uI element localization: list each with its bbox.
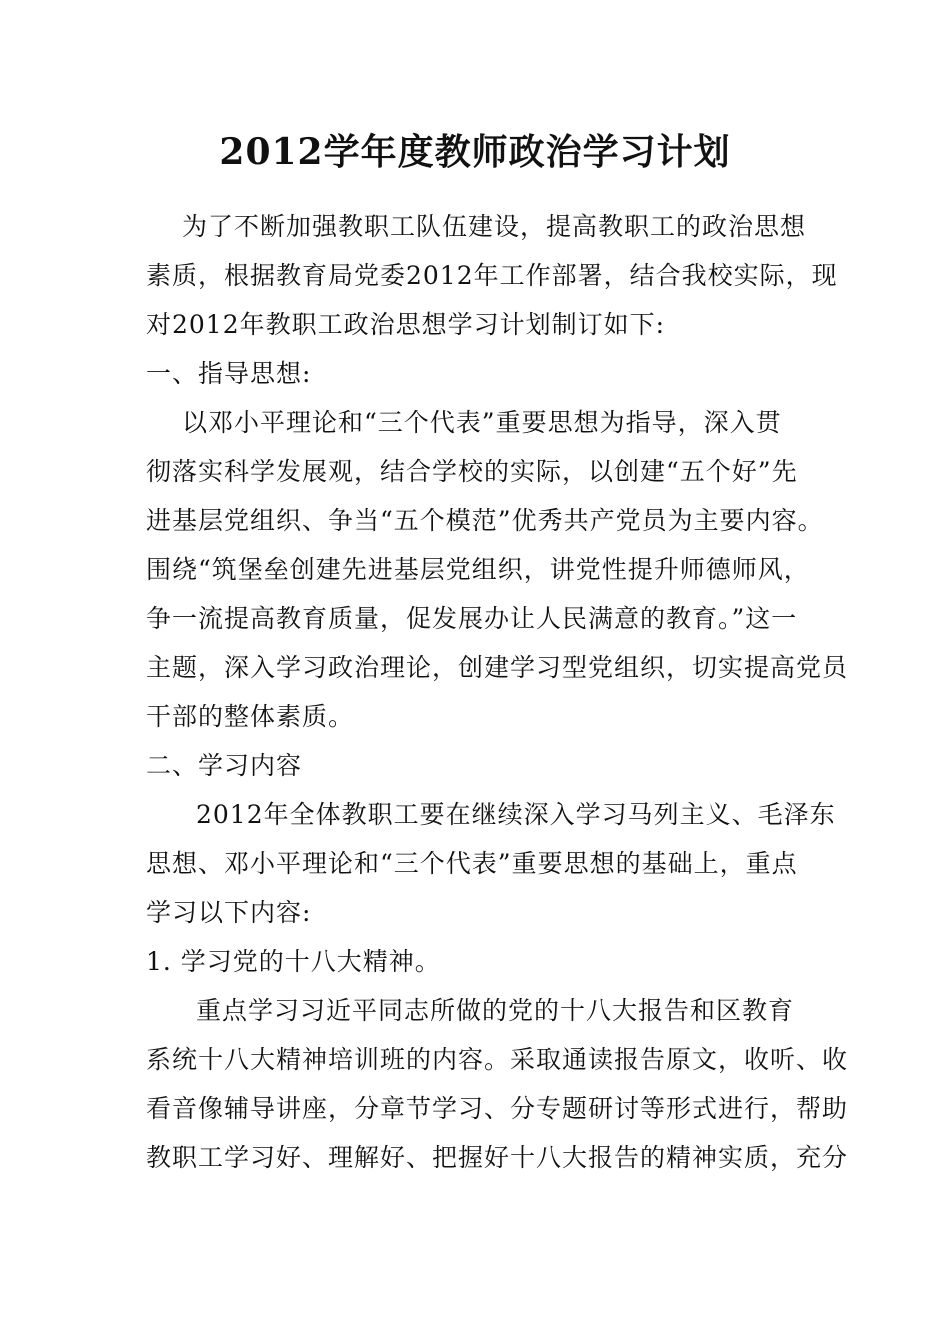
paragraph-line: 思想、邓小平理论和“三个代表”重要思想的基础上，重点 [146, 849, 798, 878]
paragraph-line: 对2012年教职工政治思想学习计划制订如下: [146, 310, 666, 339]
document-title: 2012学年度教师政治学习计划 [219, 131, 731, 173]
document-body [146, 202, 849, 1182]
section-heading-study-content: 二、学习内容 [146, 751, 303, 780]
paragraph-line: 主题，深入学习政治理论，创建学习型党组织，切实提高党员 [146, 653, 849, 682]
paragraph-line: 争一流提高教育质量，促发展办让人民满意的教育。”这一 [146, 604, 798, 633]
subsection-heading-item-1: 1. 学习党的十八大精神。 [146, 947, 441, 976]
paragraph-line: 看音像辅导讲座，分章节学习、分专题研讨等形式进行，帮助 [146, 1094, 849, 1123]
paragraph-line: 系统十八大精神培训班的内容。采取通读报告原文，收听、收 [146, 1045, 849, 1074]
paragraph-line: 学习以下内容: [146, 898, 312, 927]
paragraph-line: 2012年全体教职工要在继续深入学习马列主义、毛泽东 [196, 800, 836, 829]
paragraph-line: 干部的整体素质。 [146, 702, 355, 731]
paragraph-line: 进基层党组织、争当“五个模范”优秀共产党员为主要内容。 [146, 506, 824, 535]
paragraph-line: 围绕“筑堡垒创建先进基层党组织，讲党性提升师德师风， [146, 555, 810, 584]
paragraph-line: 重点学习习近平同志所做的党的十八大报告和区教育 [196, 996, 795, 1025]
paragraph-line: 素质，根据教育局党委2012年工作部署，结合我校实际，现 [146, 261, 838, 290]
paragraph-line: 以邓小平理论和“三个代表”重要思想为指导，深入贯 [182, 408, 782, 437]
section-heading-guiding-thought: 一、指导思想: [146, 359, 312, 388]
paragraph-line: 为了不断加强教职工队伍建设，提高教职工的政治思想 [182, 212, 807, 241]
paragraph-line: 彻落实科学发展观，结合学校的实际，以创建“五个好”先 [146, 457, 798, 486]
paragraph-line: 教职工学习好、理解好、把握好十八大报告的精神实质，充分 [146, 1143, 849, 1172]
